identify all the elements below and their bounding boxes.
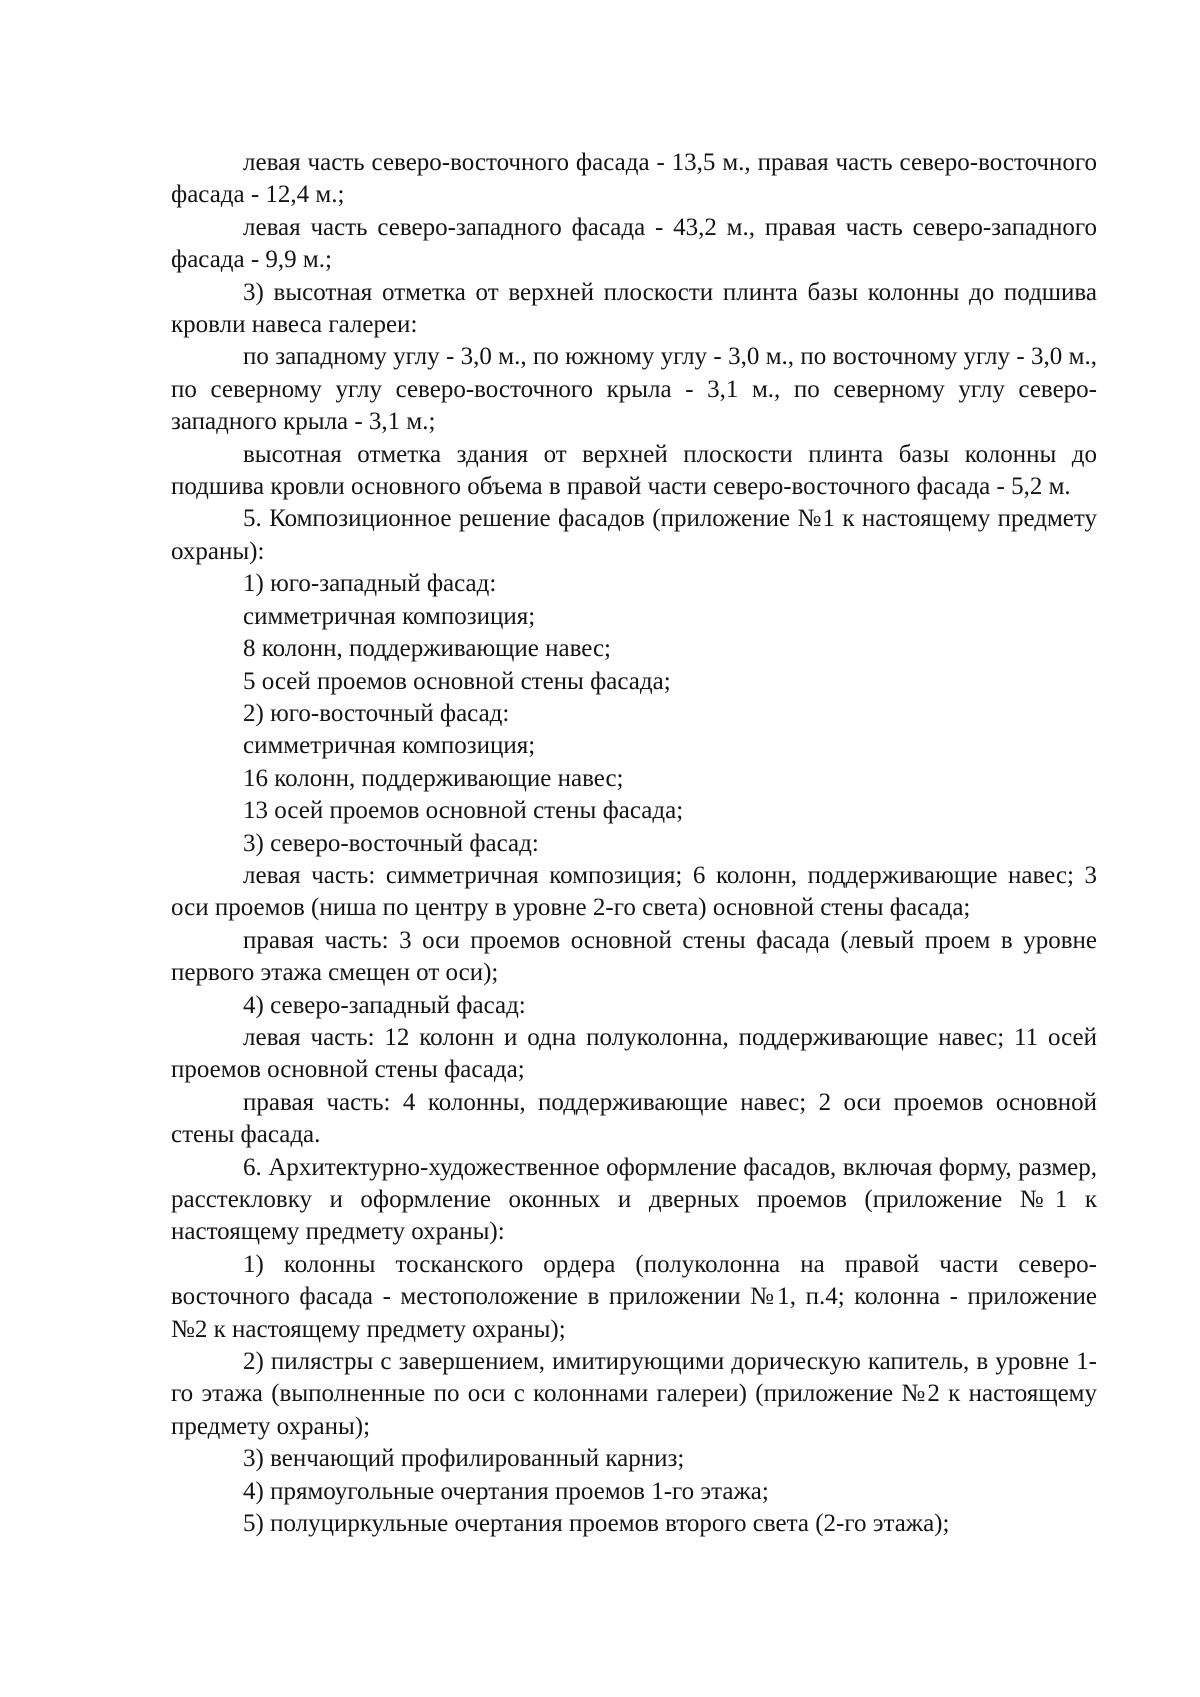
paragraph-20: правая часть: 4 колонны, поддерживающие навес; 2 оси проемов основной стены фасада. bbox=[171, 1088, 1097, 1149]
paragraph-24: 3) венчающий профилированный карниз; bbox=[243, 1445, 685, 1473]
paragraph-4: по западному углу - 3,0 м., по южному углу - 3,0 м., по восточному углу - 3,0 м., по северному углу северо-восточного крыла - 3,1 м., по северному углу северо-западного крыла - 3,1 м.; bbox=[171, 343, 1097, 436]
paragraph-14: 13 осей проемов основной стены фасада; bbox=[243, 797, 684, 825]
paragraph-17: правая часть: 3 оси проемов основной стены фасада (левый проем в уровне первого этажа смещен от оси); bbox=[171, 926, 1097, 987]
paragraph-12: симметричная композиция; bbox=[243, 732, 536, 760]
paragraph-9: 8 колонн, поддерживающие навес; bbox=[243, 635, 611, 663]
paragraph-13: 16 колонн, поддерживающие навес; bbox=[243, 764, 624, 792]
paragraph-1: левая часть северо-восточного фасада - 13,5 м., правая часть северо-восточного фасада - 12,4 м.; bbox=[171, 149, 1097, 209]
paragraph-18: 4) северо-западный фасад: bbox=[243, 991, 526, 1019]
paragraph-5: высотная отметка здания от верхней плоскости плинта базы колонны до подшива кровли основного объема в правой части северо-восточного фасада - 5,2 м. bbox=[171, 440, 1097, 501]
paragraph-7: 1) юго-западный фасад: bbox=[243, 570, 497, 598]
paragraph-16: левая часть: симметричная композиция; 6 колонн, поддерживающие навес; 3 оси проемов (ниша по центру в уровне 2-го света) основной стены фасада; bbox=[171, 861, 1097, 922]
paragraph-25: 4) прямоугольные очертания проемов 1-го этажа; bbox=[243, 1477, 769, 1505]
paragraph-15: 3) северо-восточный фасад: bbox=[243, 829, 539, 857]
section-5-heading: 5. Композиционное решение фасадов (приложение №1 к настоящему предмету охраны): bbox=[171, 505, 1097, 565]
paragraph-8: симметричная композиция; bbox=[243, 602, 536, 630]
paragraph-10: 5 осей проемов основной стены фасада; bbox=[243, 667, 671, 695]
paragraph-19: левая часть: 12 колонн и одна полуколонна, поддерживающие навес; 11 осей проемов основной стены фасада; bbox=[171, 1023, 1097, 1084]
paragraph-3: 3) высотная отметка от верхней плоскости плинта базы колонны до подшива кровли навеса галереи: bbox=[171, 278, 1097, 339]
section-6-heading: 6. Архитектурно-художественное оформление фасадов, включая форму, размер, расстекловку и оформление оконных и дверных проемов (приложение №1 к настоящему предмету охраны): bbox=[171, 1153, 1097, 1246]
document-page bbox=[171, 147, 1097, 1540]
paragraph-23: 2) пилястры с завершением, имитирующими дорическую капитель, в уровне 1-го этажа (выполненные по оси с колоннами галереи) (приложение №2 к настоящему предмету охраны); bbox=[171, 1348, 1097, 1440]
paragraph-26: 5) полуциркульные очертания проемов второго света (2-го этажа); bbox=[243, 1510, 950, 1538]
paragraph-22: 1) колонны тосканского ордера (полуколонна на правой части северо-восточного фасада - местоположение в приложении №1, п.4; колонна - приложение №2 к настоящему предмету охраны); bbox=[171, 1250, 1097, 1343]
paragraph-2: левая часть северо-западного фасада - 43,2 м., правая часть северо-западного фасада - 9,9 м.; bbox=[171, 213, 1097, 274]
paragraph-11: 2) юго-восточный фасад: bbox=[243, 699, 510, 727]
